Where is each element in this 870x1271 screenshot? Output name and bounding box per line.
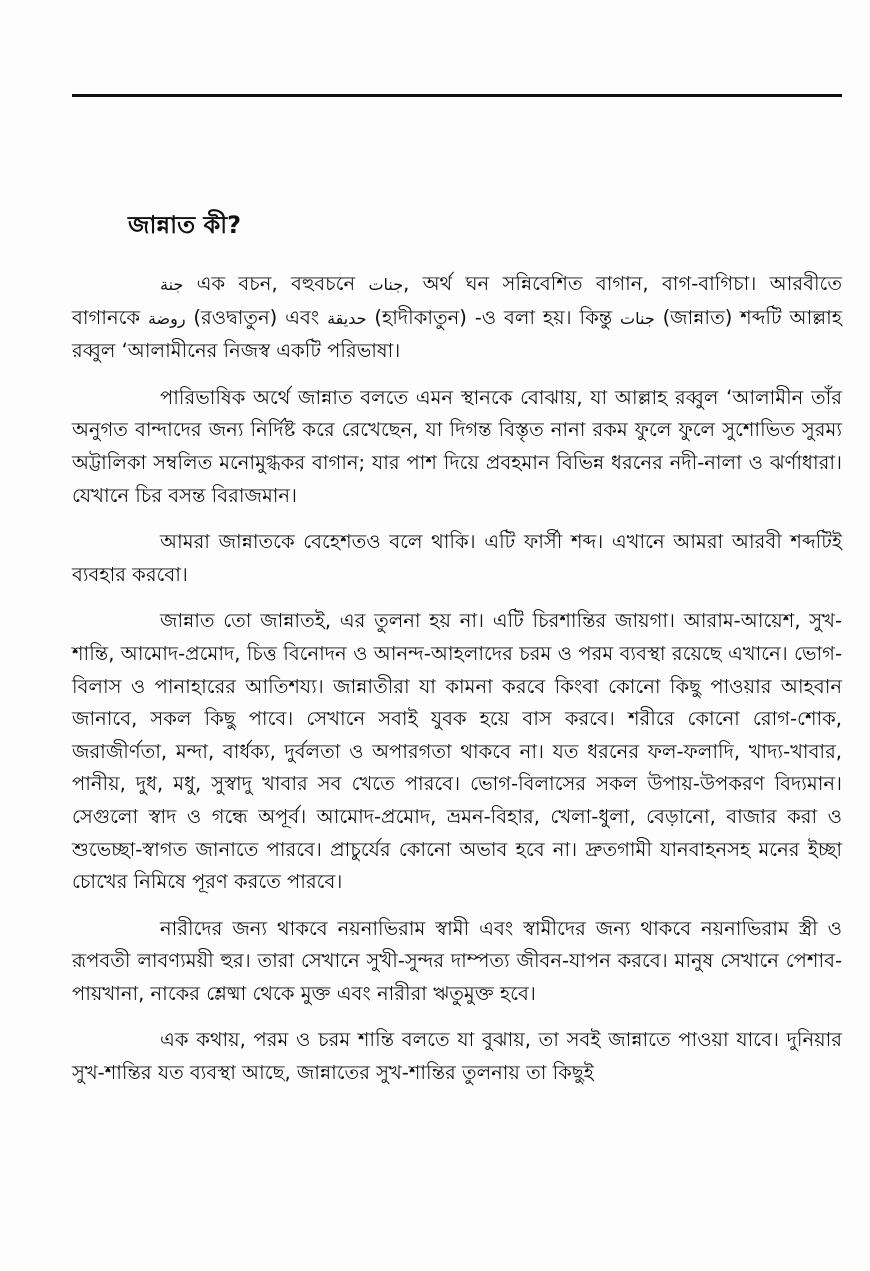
- paragraph-behesht: আমরা জান্নাতকে বেহেশতও বলে থাকি। এটি ফার্সী শব্দ। এখানে আমরা আরবী শব্দটিই ব্যবহার করবো।: [72, 530, 842, 586]
- section-heading: জান্নাত কী?: [128, 211, 242, 239]
- text-run: এক বচন, বহুবচনে: [183, 272, 369, 295]
- arabic-word-jannat: جنات: [620, 308, 655, 328]
- arabic-word-jannah: جنة: [160, 275, 184, 294]
- arabic-word-jannat: جنات: [368, 275, 404, 294]
- paragraph-spouses: নারীদের জন্য থাকবে নয়নাভিরাম স্বামী এবং স্বামীদের জন্য থাকবে নয়নাভিরাম স্ত্রী ও রূপবতী লাবণ্যময়ী হুর। তারা সেখানে সুখী-সুন্দর দাম্পত্য জীবন-যাপন করবে। মানুষ সেখানে পেশাব-পায়খানা, নাকের শ্লেষ্মা থেকে মুক্ত এবং নারীরা ঋতুমুক্ত হবে।: [72, 916, 842, 1005]
- paragraph-summary: এক কথায়, পরম ও চরম শান্তি বলতে যা বুঝায়, তা সবই জান্নাতে পাওয়া যাবে। দুনিয়ার সুখ-শান্তির যত ব্যবস্থা আছে, জান্নাতের সুখ-শান্তির তুলনায় তা কিছুই: [72, 1028, 842, 1085]
- text-run: (রওদ্বাতুন) এবং: [185, 305, 328, 329]
- body-text: [72, 268, 842, 1090]
- paragraph-technical-meaning: পারিভাষিক অর্থে জান্নাত বলতে এমন স্থানকে বোঝায়, যা আল্লাহ রব্বুল ‘আলামীন তাঁর অনুগত বান্দাদের জন্য নির্দিষ্ট করে রেখেছেন, যা দিগন্ত বিস্তৃত নানা রকম ফুলে ফুলে সুশোভিত সুরম্য অট্টালিকা সম্বলিত মনোমুগ্ধকর বাগান; যার পাশ দিয়ে প্রবহমান বিভিন্ন ধরনের নদী-নালা ও ঝর্ণাধারা। যেখানে চির বসন্ত বিরাজমান।: [72, 385, 842, 507]
- arabic-word-hadiqah: حديقة: [327, 308, 367, 328]
- arabic-word-rawdah: روضة: [147, 308, 186, 328]
- text-run: (হাদীকাতুন) -ও বলা হয়। কিন্তু: [366, 305, 621, 329]
- text-run: , অর্থ ঘন সন্নিবেশিত বাগান, বাগ-বাগিচা। আরবীতে বাগানকে: [72, 272, 842, 329]
- text-run: (জান্নাত) শব্দটি আল্লাহ রব্বুল ‘আলামীনের নিজস্ব একটি পরিভাষা।: [72, 305, 843, 363]
- paragraph-description: জান্নাত তো জান্নাতই, এর তুলনা হয় না। এটি চিরশান্তির জায়গা। আরাম-আয়েশ, সুখ-শান্তি, আমোদ-প্রমোদ, চিত্ত বিনোদন ও আনন্দ-আহলাদের চরম ও পরম ব্যবস্থা রয়েছে এখানে। ভোগ-বিলাস ও পানাহারের আতিশয্য। জান্নাতীরা যা কামনা করবে কিংবা কোনো কিছু পাওয়ার আহবান জানাবে, সকল কিছু পাবে। সেখানে সবাই যুবক হয়ে বাস করবে। শরীরে কোনো রোগ-শোক, জরাজীর্ণতা, মন্দা, বার্ধক্য, দুর্বলতা ও অপারগতা থাকবে না। যত ধরনের ফল-ফলাদি, খাদ্য-খাবার, পানীয়, দুধ, মধু, সুস্বাদু খাবার সব খেতে পারবে। ভোগ-বিলাসের সকল উপায়-উপকরণ বিদ্যমান। সেগুলো স্বাদ ও গন্ধে অপূর্ব। আমোদ-প্রমোদ, ভ্রমন-বিহার, খেলা-ধুলা, বেড়ানো, বাজার করা ও শুভেচ্ছা-স্বাগত জানাতে পারবে। প্রাচুর্যের কোনো অভাব হবে না। দ্রুতগামী যানবাহনসহ মনের ইচ্ছা চোখের নিমিষে পূরণ করতে পারবে।: [72, 609, 842, 894]
- paragraph-definition: [72, 268, 842, 368]
- header-rule: [72, 94, 842, 97]
